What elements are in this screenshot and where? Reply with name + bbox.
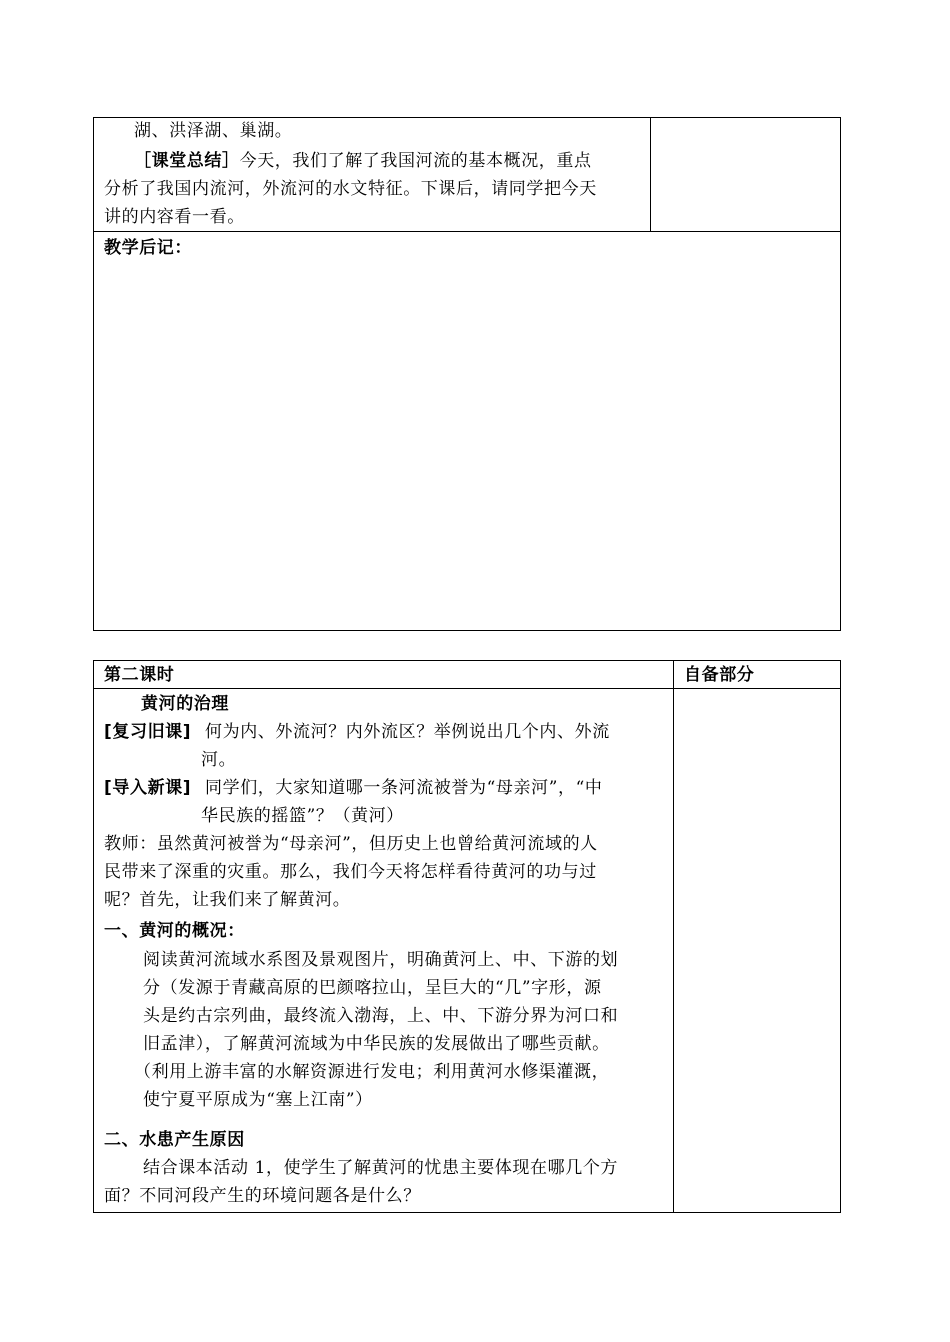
- topic-title: 黄河的治理: [141, 694, 229, 714]
- intro-label: [导入新课]: [104, 778, 192, 798]
- table-lesson-two-column-divider: [673, 660, 674, 1213]
- review-text-1: 何为内、外流河？内外流区？举例说出几个内、外流: [205, 722, 610, 742]
- section-2-title: 二、水患产生原因: [104, 1130, 245, 1150]
- table-upper-column-divider: [650, 117, 651, 232]
- teacher-line-2: 民带来了深重的灾重。那么，我们今天将怎样看待黄河的功与过: [104, 862, 597, 882]
- section-1-line-2: 分（发源于青藏高原的巴颜喀拉山，呈巨大的“几”字形，源: [143, 978, 602, 998]
- section-1-line-4: 旧孟津），了解黄河流域为中华民族的发展做出了哪些贡献。: [143, 1034, 610, 1054]
- review-label: [复习旧课]: [104, 722, 192, 742]
- postscript-label: 教学后记：: [104, 238, 192, 258]
- summary-text: 今天，我们了解了我国河流的基本概况，重点: [239, 151, 592, 171]
- section-1-title: 一、黄河的概况：: [104, 921, 245, 941]
- intro-text-1: 同学们，大家知道哪一条河流被誉为“母亲河”，“中: [205, 778, 603, 798]
- header-lesson-two: 第二课时: [104, 665, 175, 685]
- intro-text-2: 华民族的摇篮”？（黄河）: [201, 806, 404, 826]
- section-2-line-2: 面？不同河段产生的环境问题各是什么？: [104, 1186, 421, 1206]
- section-1-line-3: 头是约古宗列曲，最终流入渤海，上、中、下游分界为河口和: [143, 1006, 619, 1026]
- summary-label: ［课堂总结］: [134, 151, 240, 171]
- table-upper-row-divider: [93, 231, 841, 232]
- summary-line-2: 分析了我国内流河，外流河的水文特征。下课后，请同学把今天: [104, 179, 597, 199]
- summary-line: [134, 147, 592, 175]
- section-2-line-1: 结合课本活动 1，使学生了解黄河的忧患主要体现在哪几个方: [143, 1158, 619, 1178]
- header-self-prep: 自备部分: [684, 665, 755, 685]
- section-1-line-5: （利用上游丰富的水解资源进行发电；利用黄河水修渠灌溉，: [134, 1062, 610, 1082]
- summary-line-3: 讲的内容看一看。: [104, 207, 245, 227]
- section-1-line-1: 阅读黄河流域水系图及景观图片，明确黄河上、中、下游的划: [143, 950, 619, 970]
- review-text-2: 河。: [201, 750, 237, 770]
- teacher-line-3: 呢？首先，让我们来了解黄河。: [104, 890, 351, 910]
- lakes-line: 湖、洪泽湖、巢湖。: [134, 121, 293, 141]
- teacher-line-1: 教师：虽然黄河被誉为“母亲河”，但历史上也曾给黄河流域的人: [104, 834, 598, 854]
- section-1-line-6: 使宁夏平原成为“塞上江南”）: [143, 1090, 373, 1110]
